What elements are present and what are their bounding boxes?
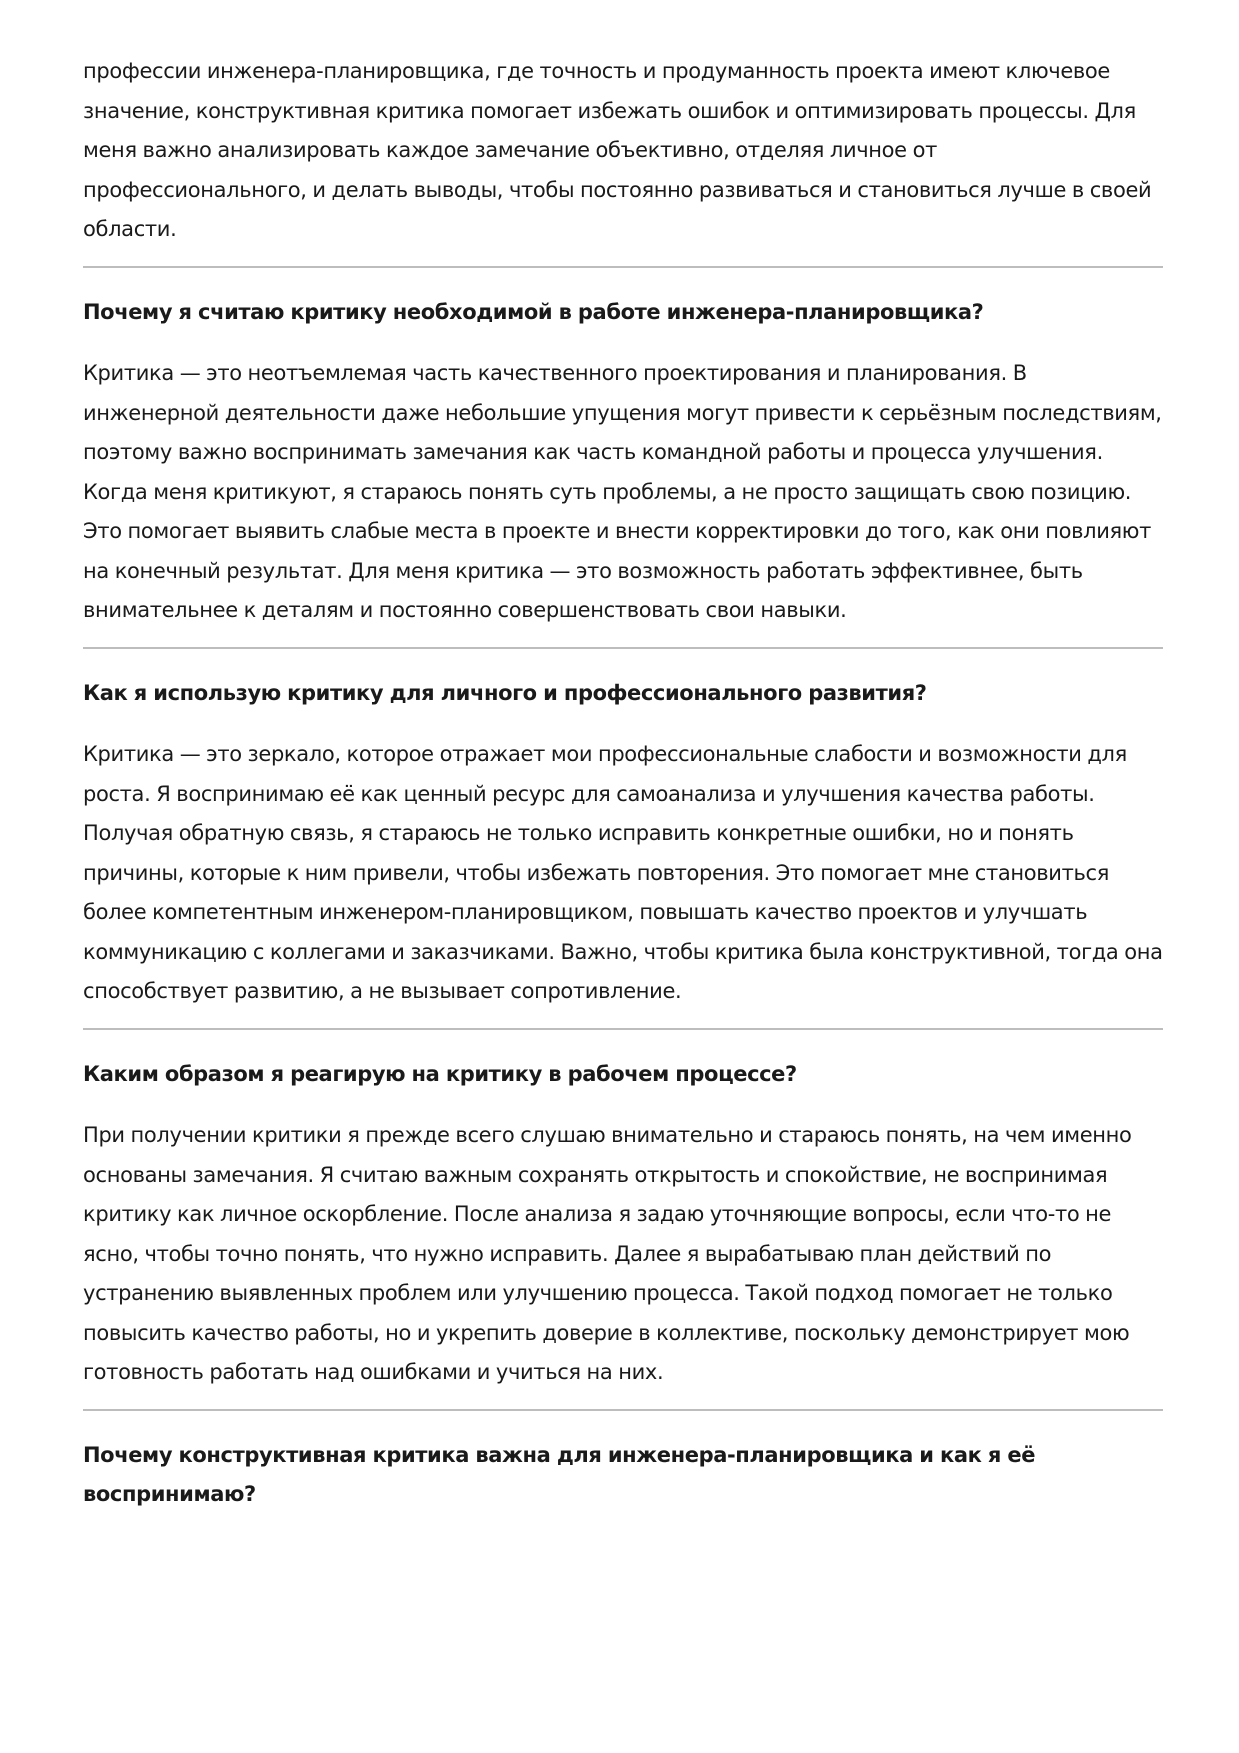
spacer	[83, 713, 1163, 735]
intro-paragraph: профессии инженера-планировщика, где точность и продуманность проекта имеют ключевое значение, конструктивная критика помогает избежать ошибок и оптимизировать процессы. Для меня важно анализировать каждое замечание объективно, отделяя личное от профессионального, и делать выводы, чтобы постоянно развиваться и становиться лучше в своей области.	[83, 59, 1152, 241]
spacer	[83, 1030, 1163, 1055]
spacer	[83, 1012, 1163, 1028]
section-paragraph: Критика — это зеркало, которое отражает мои профессиональные слабости и возможности для роста. Я воспринимаю её как ценный ресурс для самоанализа и улучшения качества работы. Получая обратную связь, я стараюсь не только исправить конкретные ошибки, но и понять причины, которые к ним привели, чтобы избежать повторения. Это помогает мне становиться более компетентным инженером-планировщиком, повышать качество проектов и улучшать коммуникацию с коллегами и заказчиками. Важно, чтобы критика была конструктивной, тогда она способствует развитию, а не вызывает сопротивление.	[83, 742, 1163, 1003]
section-heading: Как я использую критику для личного и профессионального развития?	[83, 680, 927, 705]
spacer	[83, 268, 1163, 293]
spacer	[83, 1411, 1163, 1436]
spacer	[83, 250, 1163, 266]
spacer	[83, 1393, 1163, 1409]
section-heading: Каким образом я реагирую на критику в рабочем процессе?	[83, 1061, 797, 1086]
spacer	[83, 631, 1163, 647]
spacer	[83, 332, 1163, 354]
section-paragraph: При получении критики я прежде всего слушаю внимательно и стараюсь понять, на чем именно основаны замечания. Я считаю важным сохранять открытость и спокойствие, не воспринимая критику как личное оскорбление. После анализа я задаю уточняющие вопросы, если что-то не ясно, чтобы точно понять, что нужно исправить. Далее я вырабатываю план действий по устранению выявленных проблем или улучшению процесса. Такой подход помогает не только повысить качество работы, но и укрепить доверие в коллективе, поскольку демонстрирует мою готовность работать над ошибками и учиться на них.	[83, 1123, 1132, 1384]
section-heading: Почему конструктивная критика важна для инженера-планировщика и как я её воспринимаю?	[83, 1442, 1036, 1506]
section-paragraph: Критика — это неотъемлемая часть качественного проектирования и планирования. В инженерной деятельности даже небольшие упущения могут привести к серьёзным последствиям, поэтому важно воспринимать замечания как часть командной работы и процесса улучшения. Когда меня критикуют, я стараюсь понять суть проблемы, а не просто защищать свою позицию. Это помогает выявить слабые места в проекте и внести корректировки до того, как они повлияют на конечный результат. Для меня критика — это возможность работать эффективнее, быть внимательнее к деталям и постоянно совершенствовать свои навыки.	[83, 361, 1162, 622]
spacer	[83, 1094, 1163, 1116]
spacer	[83, 649, 1163, 674]
section-heading: Почему я считаю критику необходимой в работе инженера-планировщика?	[83, 299, 984, 324]
document-page	[83, 52, 1163, 1515]
